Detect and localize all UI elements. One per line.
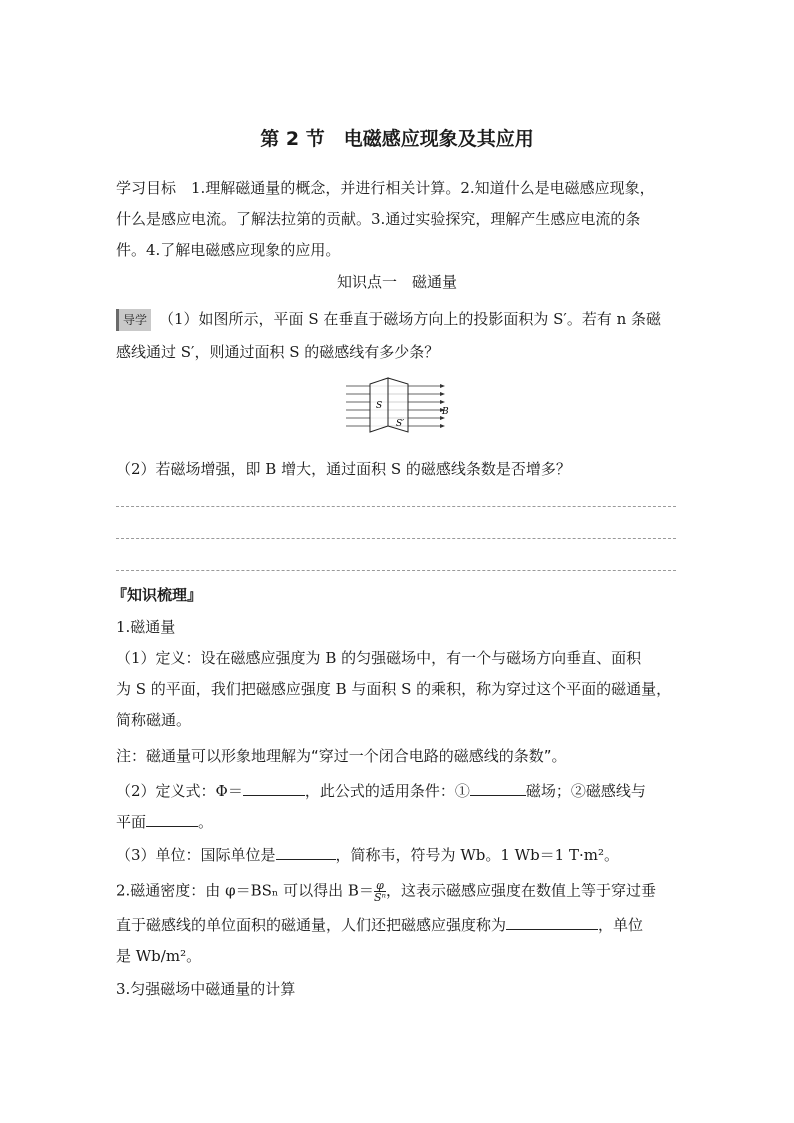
objectives-line-1: 学习目标 1.理解磁通量的概念，并进行相关计算。2.知道什么是电磁感应现象，	[116, 179, 655, 197]
unit-line	[116, 845, 680, 865]
guide-question-2: （2）若磁场增强，即 B 增大，通过面积 S 的磁感线条数是否增多？	[116, 460, 571, 478]
period: 。	[198, 813, 214, 831]
note-line	[116, 746, 680, 766]
definition-line-1: （1）定义：设在磁感应强度为 B 的匀强磁场中，有一个与磁场方向垂直、面积	[116, 649, 642, 667]
guide-question-1-text: （1）如图所示，平面 S 在垂直于磁场方向上的投影面积为 S′。若有 n 条磁	[159, 310, 662, 328]
formula-label: （2）定义式：Φ＝	[116, 782, 243, 800]
objectives-line-2: 什么是感应电流。了解法拉第的贡献。3.通过实验探究，理解产生感应电流的条	[116, 210, 641, 228]
unit-text: ，简称韦，符号为 Wb。1 Wb＝1 T·m²。	[335, 846, 619, 864]
plane-label: 平面	[116, 813, 147, 831]
flux-density-text-a: 2.磁通密度：由 φ＝BSₙ 可以得出 B＝	[116, 881, 374, 900]
objectives-line-3: 件。4.了解电磁感应现象的应用。	[116, 241, 341, 259]
flux-density-line-2	[116, 915, 680, 935]
answer-line-1	[116, 506, 676, 507]
guide-tag: 导学	[116, 309, 151, 331]
figure-label-S-prime: S′	[396, 419, 405, 429]
blank-si-unit[interactable]	[276, 845, 336, 860]
blank-field-type[interactable]	[470, 781, 526, 796]
blank-plane-relation[interactable]	[146, 812, 198, 827]
figure-label-B: B	[442, 407, 449, 417]
magnetic-flux-figure	[340, 376, 460, 438]
page-title: 第 2 节 电磁感应现象及其应用	[260, 128, 534, 150]
fraction-numerator: φ	[374, 880, 386, 892]
unit-label: （3）单位：国际单位是	[116, 846, 276, 864]
formula-condition-text: 磁场；②磁感线与	[525, 782, 646, 800]
section-3-heading: 3.匀强磁场中磁通量的计算	[116, 980, 296, 998]
formula-condition-label: ，此公式的适用条件：①	[304, 782, 470, 800]
answer-line-2	[116, 538, 676, 539]
flux-density-line-3: 是 Wb/m²。	[116, 947, 202, 965]
formula-line	[116, 781, 680, 801]
note-text: 注：磁通量可以形象地理解为“穿过一个闭合电路的磁感线的条数”。	[116, 747, 567, 765]
fraction-denominator: Sⁿ	[373, 891, 386, 904]
guide-question-1-line-1	[116, 309, 680, 331]
blank-formula[interactable]	[243, 781, 305, 796]
flux-density-text-c: 直于磁感线的单位面积的磁通量，人们还把磁感应强度称为	[116, 916, 507, 934]
formula-line-2	[116, 812, 680, 832]
figure-label-S: S	[376, 401, 383, 411]
definition-line-3: 简称磁通。	[116, 711, 192, 729]
flux-density-text-d: ，单位	[598, 916, 644, 934]
knowledge-point-heading: 知识点一 磁通量	[336, 273, 457, 291]
answer-line-3	[116, 570, 676, 571]
blank-flux-density[interactable]	[506, 915, 598, 930]
section-1-heading: 1.磁通量	[116, 618, 176, 636]
fraction	[374, 880, 386, 903]
guide-question-1-line-2: 感线通过 S′，则通过面积 S 的磁感线有多少条？	[116, 343, 440, 361]
knowledge-review-heading: 『知识梳理』	[112, 586, 203, 604]
flux-density-text-b: ，这表示磁感应强度在数值上等于穿过垂	[385, 881, 656, 900]
flux-density-line-1	[116, 880, 680, 903]
definition-line-2: 为 S 的平面，我们把磁感应强度 B 与面积 S 的乘积，称为穿过这个平面的磁通量，	[116, 680, 672, 698]
